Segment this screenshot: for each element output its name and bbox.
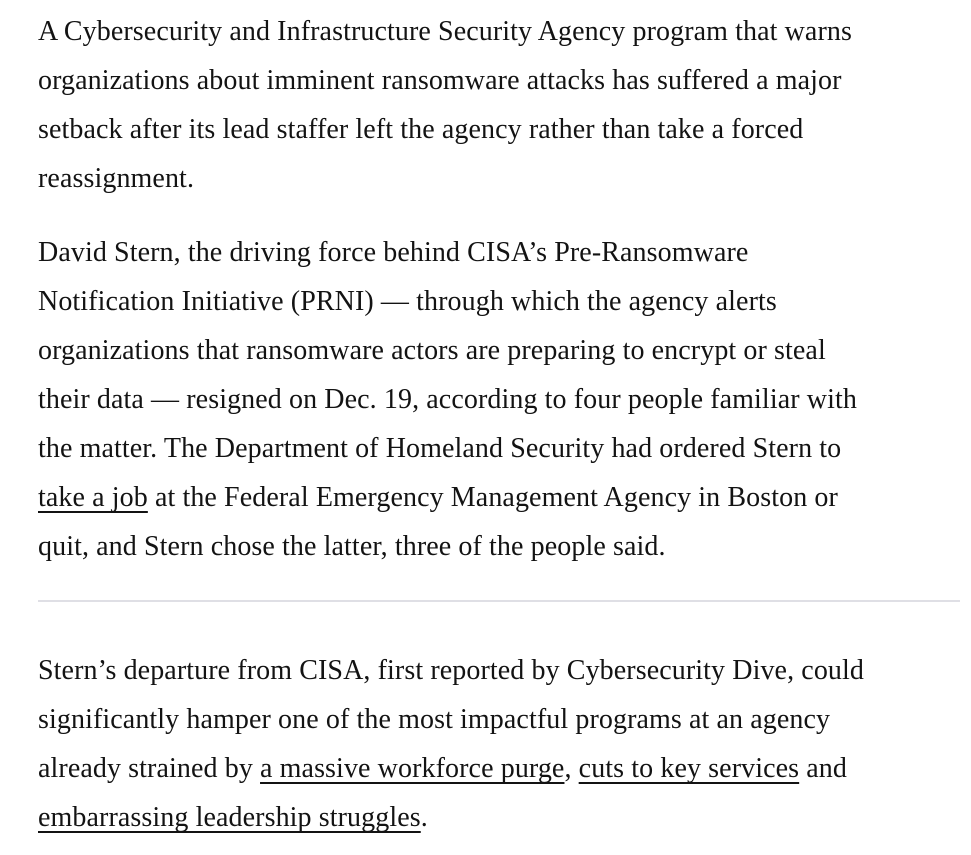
text-line — [38, 473, 960, 522]
paragraph — [38, 7, 960, 203]
text-line — [38, 522, 960, 571]
text-segment: significantly hamper one of the most impactful programs at an agency — [38, 704, 831, 735]
text-line — [38, 228, 960, 277]
text-segment: Notification Initiative (PRNI) — through which the agency alerts — [38, 286, 777, 317]
text-line — [38, 375, 960, 424]
text-line — [38, 326, 960, 375]
text-segment: at the Federal Emergency Management Agency in Boston or — [147, 482, 838, 513]
text-segment: already strained by — [38, 753, 261, 784]
inline-link[interactable]: a massive workforce purge — [260, 753, 565, 784]
inline-link[interactable]: cuts to key services — [578, 753, 800, 784]
text-line — [38, 105, 960, 154]
text-segment: quit, and Stern chose the latter, three of the people said. — [38, 531, 666, 562]
text-segment: the matter. The Department of Homeland Security had ordered Stern to — [38, 433, 842, 464]
text-segment: and — [799, 753, 847, 784]
text-segment: their data — resigned on Dec. 19, according to four people familiar with — [38, 384, 857, 415]
inline-link[interactable]: take a job — [38, 482, 148, 513]
text-segment: reassignment. — [38, 163, 195, 194]
text-line — [38, 154, 960, 203]
text-segment: , — [564, 753, 579, 784]
inline-link[interactable]: embarrassing leadership struggles — [38, 802, 421, 833]
paragraph — [38, 646, 960, 842]
text-line — [38, 7, 960, 56]
text-segment: . — [420, 802, 428, 833]
text-segment: organizations about imminent ransomware attacks has suffered a major — [38, 65, 842, 96]
text-line — [38, 424, 960, 473]
text-segment: A Cybersecurity and Infrastructure Security Agency program that warns — [38, 16, 852, 47]
text-line — [38, 695, 960, 744]
text-line — [38, 793, 960, 842]
text-segment: David Stern, the driving force behind CISA’s Pre-Ransomware — [38, 237, 749, 268]
text-line — [38, 646, 960, 695]
text-segment: setback after its lead staffer left the agency rather than take a forced — [38, 114, 804, 145]
text-line — [38, 277, 960, 326]
paragraph — [38, 228, 960, 571]
text-line — [38, 744, 960, 793]
text-segment: Stern’s departure from CISA, first reported by Cybersecurity Dive, could — [38, 655, 864, 686]
article-body — [38, 7, 960, 842]
text-line — [38, 56, 960, 105]
text-segment: organizations that ransomware actors are preparing to encrypt or steal — [38, 335, 826, 366]
section-divider — [38, 600, 960, 602]
